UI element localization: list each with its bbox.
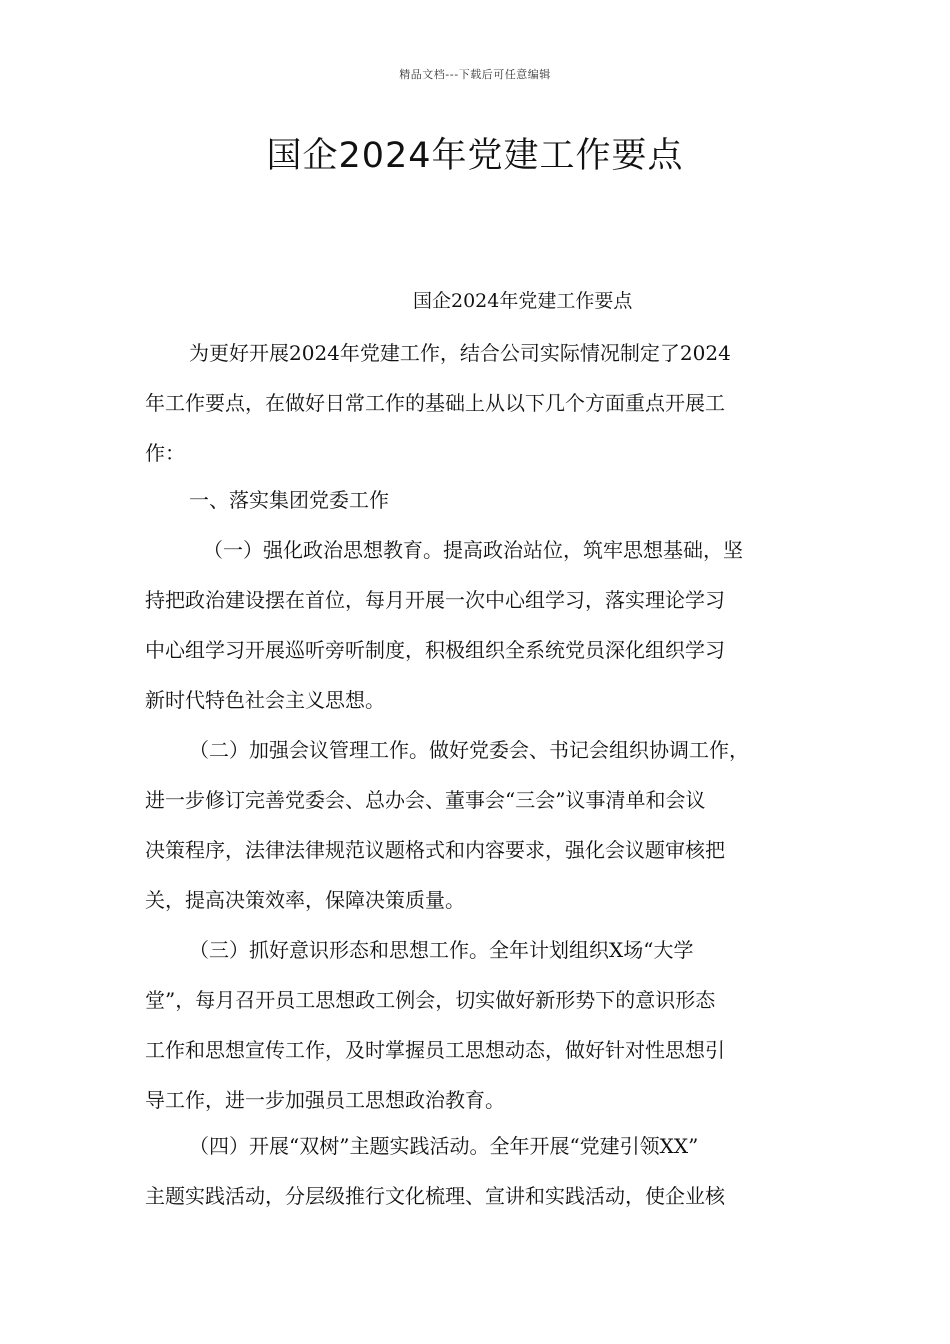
text-line: 堂”，每月召开员工思想政工例会，切实做好新形势下的意识形态 [145, 988, 716, 1012]
text-line: （三）抓好意识形态和思想工作。全年计划组织X场“大学 [189, 938, 694, 962]
section-heading [145, 475, 815, 525]
text-line: 中心组学习开展巡听旁听制度，积极组织全系统党员深化组织学习 [145, 638, 725, 662]
intro-paragraph [145, 328, 815, 478]
header-note: 精品文档---下载后可任意编辑 [399, 68, 551, 81]
paragraph-2 [145, 725, 815, 925]
text-line: 为更好开展2024年党建工作，结合公司实际情况制定了2024 [189, 341, 731, 365]
text-line: 进一步修订完善党委会、总办会、董事会“三会”议事清单和会议 [145, 788, 706, 812]
paragraph-4 [145, 1121, 815, 1221]
text-line: 导工作，进一步加强员工思想政治教育。 [145, 1088, 505, 1112]
paragraph-1 [145, 525, 815, 725]
sub-title: 国企2024年党建工作要点 [413, 290, 633, 312]
text-line: 持把政治建设摆在首位，每月开展一次中心组学习，落实理论学习 [145, 588, 725, 612]
text-line: （四）开展“双树”主题实践活动。全年开展“党建引领XX” [189, 1134, 699, 1158]
main-title: 国企2024年党建工作要点 [266, 136, 684, 176]
section-heading-text: 一、落实集团党委工作 [189, 488, 389, 512]
text-line: （二）加强会议管理工作。做好党委会、书记会组织协调工作， [189, 738, 749, 762]
text-line: 作： [145, 441, 185, 465]
text-line: 主题实践活动，分层级推行文化梳理、宣讲和实践活动，使企业核 [145, 1184, 725, 1208]
text-line: 关，提高决策效率，保障决策质量。 [145, 888, 465, 912]
text-line: （一）强化政治思想教育。提高政治站位，筑牢思想基础，坚 [203, 538, 743, 562]
text-line: 工作和思想宣传工作，及时掌握员工思想动态，做好针对性思想引 [145, 1038, 725, 1062]
text-line: 决策程序，法律法律规范议题格式和内容要求，强化会议题审核把 [145, 838, 725, 862]
text-line: 新时代特色社会主义思想。 [145, 688, 385, 712]
text-line: 年工作要点，在做好日常工作的基础上从以下几个方面重点开展工 [145, 391, 725, 415]
paragraph-3 [145, 925, 815, 1125]
